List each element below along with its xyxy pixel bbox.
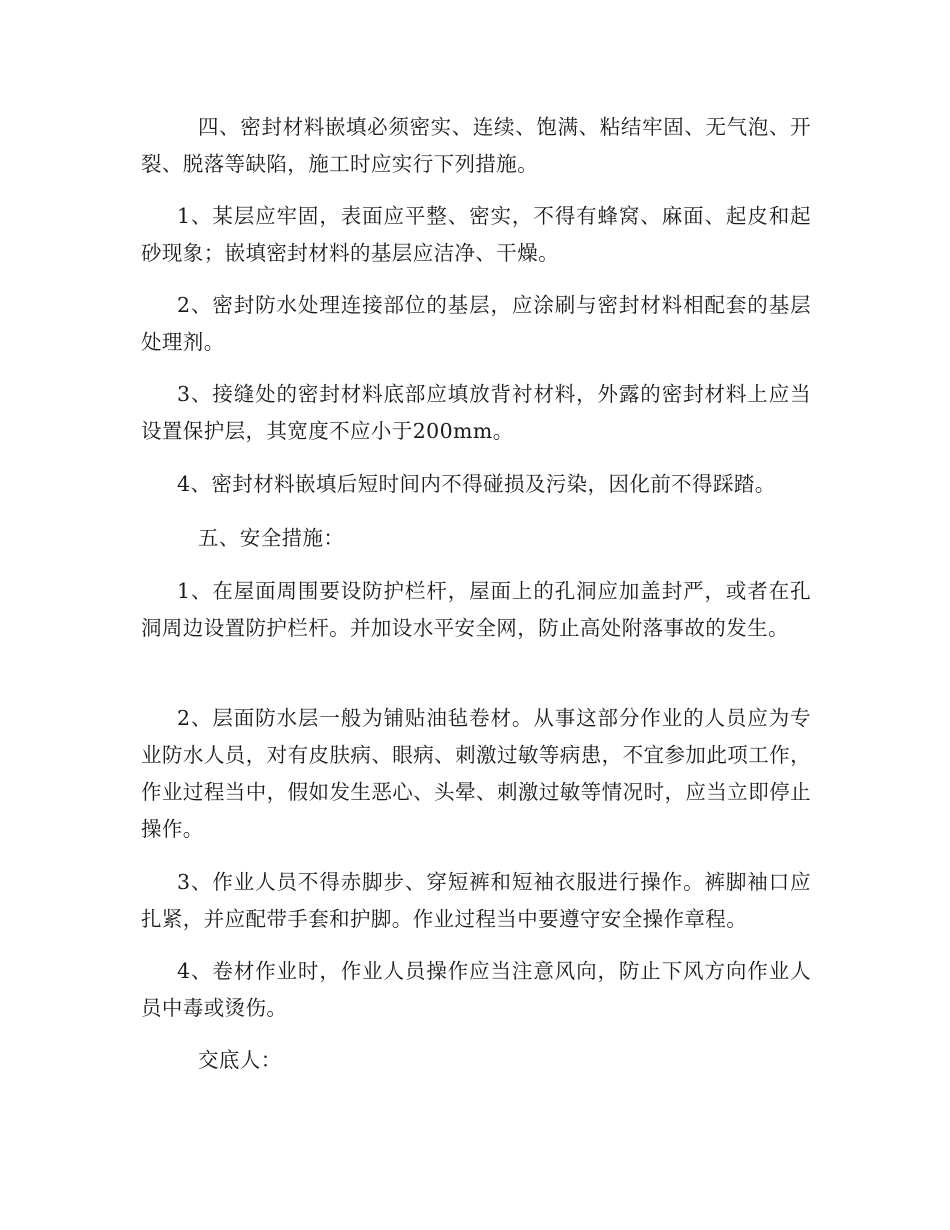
measure-item-4: 4、密封材料嵌填后短时间内不得碰损及污染，因化前不得踩踏。 (177, 472, 776, 496)
section-four-intro: 四、密封材料嵌填必须密实、连续、饱满、粘结牢固、无气泡、开裂、脱落等缺陷，施工时应实行下列措施。 (141, 115, 811, 176)
safety-item-2: 2、层面防水层一般为铺贴油毡卷材。从事这部分作业的人员应为专业防水人员，对有皮肤病、眼病、刺激过敏等病患，不宜参加此项工作，作业过程当中，假如发生恶心、头晕、刺激过敏等情况时，应当立即停止操作。 (141, 706, 811, 841)
measure-item-3: 3、接缝处的密封材料底部应填放背衬材料，外露的密封材料上应当设置保护层，其宽度不应小于200mm。 (141, 382, 811, 443)
safety-item-4: 4、卷材作业时，作业人员操作应当注意风向，防止下风方向作业人员中毒或烫伤。 (141, 959, 811, 1020)
section-five-heading: 五、安全措施： (198, 526, 345, 550)
measure-item-2: 2、密封防水处理连接部位的基层，应涂刷与密封材料相配套的基层处理剂。 (141, 293, 811, 354)
safety-item-3: 3、作业人员不得赤脚步、穿短裤和短袖衣服进行操作。裤脚袖口应扎紧，并应配带手套和护脚。作业过程当中要遵守安全操作章程。 (141, 870, 811, 931)
measure-item-1: 1、某层应牢固，表面应平整、密实，不得有蜂窝、麻面、起皮和起砂现象；嵌填密封材料的基层应洁净、干燥。 (141, 204, 811, 265)
safety-item-1: 1、在屋面周围要设防护栏杆，屋面上的孔洞应加盖封严，或者在孔洞周边设置防护栏杆。并加设水平安全网，防止高处附落事故的发生。 (141, 579, 811, 640)
handover-signature-label: 交底人： (198, 1048, 282, 1072)
